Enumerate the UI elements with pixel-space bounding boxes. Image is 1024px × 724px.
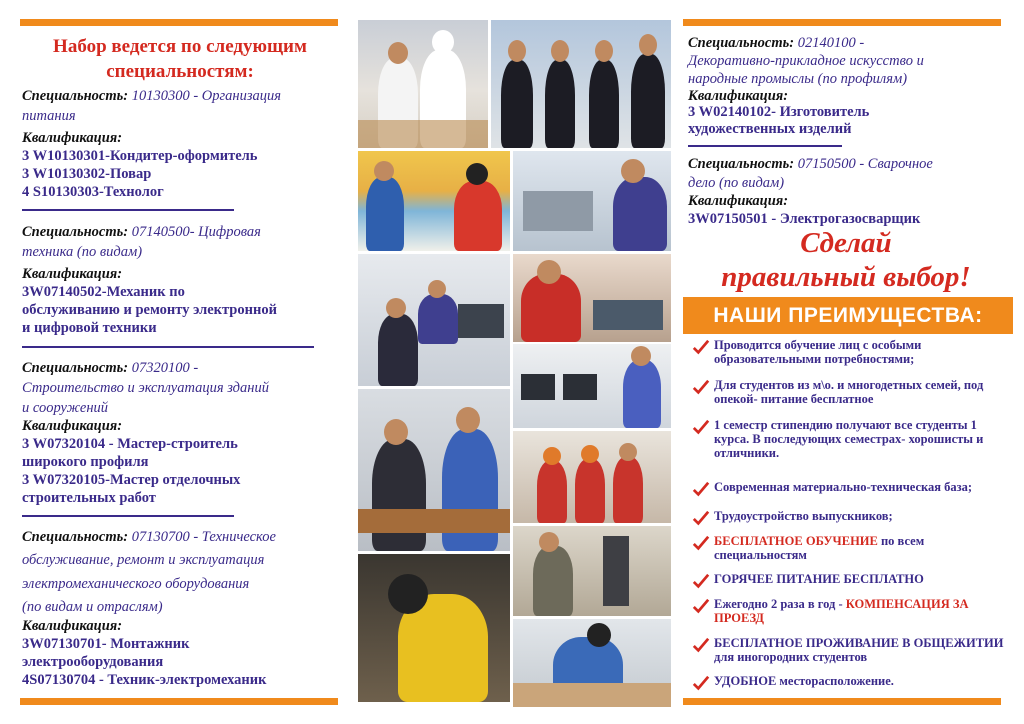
qual-item: 3W07130701- Монтажник [22,636,190,652]
specialty-block-2 [22,222,338,337]
checkmark-icon [692,534,710,552]
advantage-text: БЕСПЛАТНОЕ ПРОЖИВАНИЕ В ОБЩЕЖИТИИ [714,636,1004,650]
checkmark-icon [692,509,710,527]
advantage-text: по всем специальностям [714,534,925,562]
qual-item: и цифровой техники [22,320,157,336]
spec-value-cont: народные промыслы (по профилям) [688,71,908,87]
advantages-title: НАШИ ПРЕИМУЩЕСТВА: [683,297,1013,334]
advantage-text: ГОРЯЧЕЕ ПИТАНИЕ БЕСПЛАТНО [714,572,924,586]
spec-label: Специальность: [22,224,129,240]
qual-item: 3 W10130302-Повар [22,166,152,182]
photo-drilling [513,526,671,616]
spec-value-cont: питания [22,108,76,124]
qual-label: Квалификация: [22,618,123,634]
slogan-line1: Сделай [800,227,892,259]
specialty-block-5 [688,34,1006,138]
spec-value-cont: дело (по видам) [688,175,785,191]
photo-circuit-work [513,254,671,342]
checkmark-icon [692,597,710,615]
checkmark-icon [692,378,710,396]
qual-item: 3 W07320104 - Мастер-строитель [22,436,238,452]
bottom-bar-left [20,698,338,705]
qual-label: Квалификация: [688,193,789,209]
qual-item: широкого профиля [22,454,149,470]
qual-item: художественных изделий [688,121,852,137]
advantage-text: для иногородних студентов [714,650,868,664]
qual-label: Квалификация: [22,266,123,282]
advantage-text: месторасположение. [779,674,894,688]
left-title-line2: специальностям: [106,61,254,82]
checkmark-icon [692,338,710,356]
qual-label: Квалификация: [22,418,123,434]
photo-workers-painting [358,151,510,251]
photo-electronics-lab [513,151,671,251]
separator [22,346,314,348]
spec-value: 07320100 - [128,360,199,376]
qual-item: 4S07130704 - Техник-электромеханик [22,672,267,688]
spec-value-cont: Строительство и эксплуатация зданий [22,380,269,396]
separator [22,209,234,211]
spec-label: Специальность: [688,35,795,51]
qual-item: 3W07150501 - Электрогазосварщик [688,211,921,227]
qual-item: 3 W10130301-Кондитер-оформитель [22,148,258,164]
top-bar-left [20,19,338,26]
slogan [686,226,1006,294]
spec-label: Специальность: [22,360,129,376]
specialty-block-3 [22,358,338,507]
top-bar-right [683,19,1001,26]
qual-item: 3W07140502-Механик по [22,284,185,300]
left-title [22,34,338,84]
qual-label: Квалификация: [688,88,789,104]
spec-label: Специальность: [22,529,129,545]
advantage-text: УДОБНОЕ [714,674,780,688]
spec-value: 02140100 - [794,35,865,51]
qual-label: Квалификация: [22,130,123,146]
spec-value: 07150500 - Сварочное [794,156,933,172]
advantage-text: Трудоустройство выпускников; [714,509,893,523]
checkmark-icon [692,480,710,498]
separator [688,145,842,147]
qual-item: строительных работ [22,490,156,506]
spec-value-cont: техника (по видам) [22,244,143,260]
qual-item: обслуживанию и ремонту электронной [22,302,277,318]
advantage-text: Современная материально-техническая база; [714,480,973,494]
spec-value: 10130300 - Организация [128,88,282,104]
qual-item: 3 W07320105-Мастер отделочных [22,472,241,488]
specialty-block-4 [22,526,338,689]
advantage-text: Ежегодно 2 раза в год - [714,597,846,611]
advantage-text: Для студентов из м\о. и многодетных семей, под опекой- питание бесплатное [714,378,984,406]
specialty-block-1 [22,86,338,201]
qual-item: 4 S10130303-Технолог [22,184,164,200]
advantage-text: 1 семестр стипендию получают все студенты 1 курса. В последующих семестрах- хорошисты и отличники. [714,418,984,460]
advantage-text: Проводится обучение лиц с особыми образовательными потребностями; [714,338,922,366]
photo-waiters [491,20,671,148]
spec-value-cont: электромеханического оборудования [22,576,250,592]
spec-value-cont: Декоративно-прикладное искусство и [688,53,924,69]
photo-construction-students [513,431,671,523]
photo-cooking-class [358,20,488,148]
checkmark-icon [692,418,710,436]
photo-tile-cutting [358,389,510,551]
left-title-line1: Набор ведется по следующим [53,36,307,57]
qual-item: 3 W02140102- Изготовитель [688,104,870,120]
qual-item: электрооборудования [22,654,164,670]
spec-value: 07130700 - Техническое [128,529,276,545]
advantage-text: БЕСПЛАТНОЕ ОБУЧЕНИЕ [714,534,881,548]
spec-value-cont: обслуживание, ремонт и эксплуатация [22,552,265,568]
checkmark-icon [692,572,710,590]
specialty-block-6 [688,154,1006,228]
checkmark-icon [692,674,710,692]
separator [22,515,234,517]
spec-value: 07140500- Цифровая [128,224,261,240]
spec-value-cont: и сооружений [22,400,109,416]
spec-label: Специальность: [688,156,795,172]
bottom-bar-right [683,698,1001,705]
advantage-text: КОМПЕНСАЦИЯ ЗА ПРОЕЗД [714,597,969,625]
photo-classroom [513,344,671,428]
checkmark-icon [692,636,710,654]
spec-value-cont: (по видам и отраслям) [22,599,163,615]
photo-computer-lab [358,254,510,386]
photo-welding [358,554,510,702]
photo-woodcarving [513,619,671,707]
spec-label: Специальность: [22,88,129,104]
slogan-line2: правильный выбор! [721,261,971,293]
